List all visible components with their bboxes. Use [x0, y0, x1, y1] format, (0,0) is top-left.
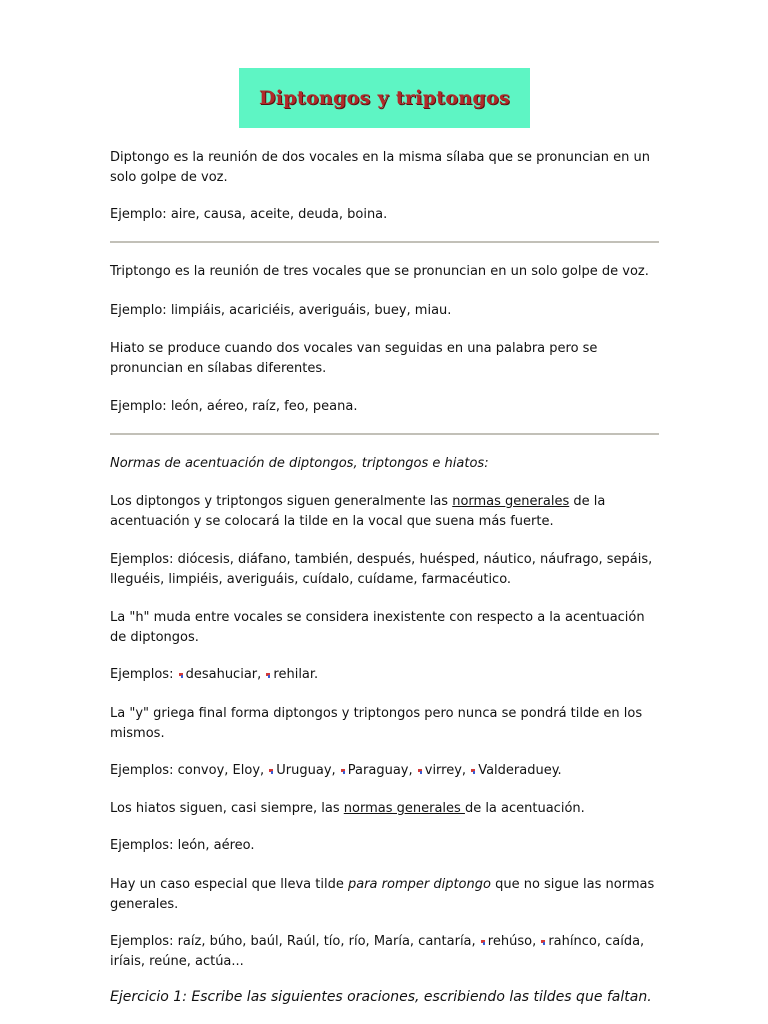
- special-text-a: Hay un caso especial que lleva tilde: [110, 877, 348, 892]
- separator: ,: [257, 667, 266, 682]
- rule-general-text-b: de la acentuación y se colocará la tilde en la vocal que suena más fuerte.: [110, 494, 606, 529]
- diptongo-example: Ejemplo: aire, causa, aceite, deuda, boina.: [110, 207, 388, 222]
- period: .: [557, 763, 562, 778]
- hiatos-text-a: Los hiatos siguen, casi siempre, las: [110, 801, 344, 816]
- h-muda-rule: La "h" muda entre vocales se considera inexistente con respecto a la acentuación de diptongos.: [110, 610, 645, 645]
- separator: ,: [408, 763, 417, 778]
- y-examples-label: Ejemplos: convoy, Eloy,: [110, 763, 269, 778]
- separator: ,: [461, 763, 471, 778]
- special-case-rule: [110, 875, 660, 914]
- special-examples-b: , caída, iríais, reúne, actúa...: [110, 934, 645, 969]
- comment-marker-icon[interactable]: [418, 768, 424, 774]
- comment-marker-icon[interactable]: [179, 672, 185, 678]
- separator: ,: [532, 934, 541, 949]
- rule-general-text-a: Los diptongos y triptongos siguen generalmente las: [110, 494, 453, 509]
- divider-2: [110, 433, 659, 435]
- exercise-1-heading: Ejercicio 1: Escribe las siguientes oraciones, escribiendo las tildes que faltan.: [110, 989, 652, 1005]
- title-banner: [239, 68, 530, 128]
- period: .: [314, 667, 319, 682]
- example-word: Valderaduey: [478, 763, 558, 778]
- special-text-b: que no sigue las normas generales.: [110, 877, 655, 912]
- normas-generales-link[interactable]: normas generales: [452, 494, 570, 509]
- special-examples-a: Ejemplos: raíz, búho, baúl, Raúl, tío, río, María, cantaría,: [110, 934, 480, 949]
- special-case-examples: [110, 932, 660, 971]
- comment-marker-icon[interactable]: [541, 939, 547, 945]
- special-italic: para romper diptongo: [347, 877, 491, 892]
- y-griega-rule: La "y" griega final forma diptongos y triptongos pero nunca se pondrá tilde en los mismos.: [110, 706, 643, 741]
- hiatos-examples: Ejemplos: león, aéreo.: [110, 838, 255, 853]
- h-muda-examples: [110, 665, 660, 685]
- example-word: rehilar: [273, 667, 315, 682]
- hiatos-rule: [110, 799, 660, 819]
- example-word: rahínco: [548, 934, 597, 949]
- normas-generales-link-2[interactable]: normas generales: [343, 801, 465, 816]
- comment-marker-icon[interactable]: [269, 768, 275, 774]
- comment-marker-icon[interactable]: [471, 768, 477, 774]
- triptongo-example: Ejemplo: limpiáis, acariciéis, averiguáis, buey, miau.: [110, 303, 452, 318]
- example-word: virrey: [424, 763, 462, 778]
- comment-marker-icon[interactable]: [481, 939, 487, 945]
- separator: ,: [331, 763, 340, 778]
- hiato-example: Ejemplo: león, aéreo, raíz, feo, peana.: [110, 399, 358, 414]
- comment-marker-icon[interactable]: [266, 672, 272, 678]
- h-examples-label: Ejemplos:: [110, 667, 178, 682]
- divider-1: [110, 241, 659, 243]
- diptongo-definition: Diptongo es la reunión de dos vocales en la misma sílaba que se pronuncian en un solo golpe de voz.: [110, 150, 651, 185]
- comment-marker-icon[interactable]: [341, 768, 347, 774]
- page-title: Diptongos y triptongos: [259, 87, 510, 109]
- rule-general-examples: Ejemplos: diócesis, diáfano, también, después, huésped, náutico, náufrago, sepáis, lleguéis, limpiéis, averiguáis, cuídalo, cuídame, farmacéutico.: [110, 552, 653, 587]
- rule-general-paragraph: [110, 492, 660, 531]
- y-griega-examples: [110, 761, 660, 781]
- hiatos-text-b: de la acentuación.: [464, 801, 585, 816]
- hiato-definition: Hiato se produce cuando dos vocales van seguidas en una palabra pero se pronuncian en sílabas diferentes.: [110, 341, 598, 376]
- example-word: rehúso: [487, 934, 533, 949]
- example-word: desahuciar: [185, 667, 258, 682]
- rules-heading: Normas de acentuación de diptongos, triptongos e hiatos:: [110, 456, 489, 471]
- example-word: Uruguay: [276, 763, 332, 778]
- example-word: Paraguay: [347, 763, 409, 778]
- triptongo-definition: Triptongo es la reunión de tres vocales que se pronuncian en un solo golpe de voz.: [110, 264, 649, 279]
